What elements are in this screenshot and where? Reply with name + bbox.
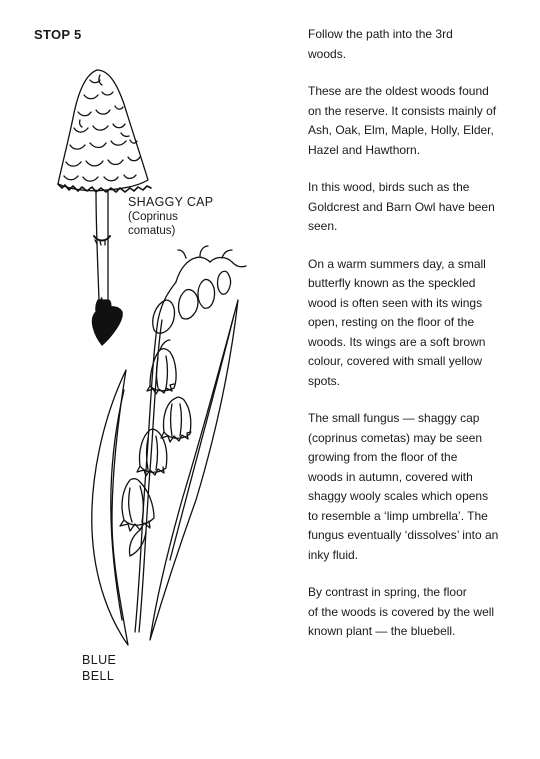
text-line: seen.	[308, 219, 338, 233]
shaggy-cap-title: SHAGGY CAP	[128, 195, 214, 209]
text-line: Ash, Oak, Elm, Maple, Holly, Elder,	[308, 123, 494, 137]
text-line: (coprinus cometas) may be seen	[308, 430, 483, 445]
paragraph-butterfly	[308, 255, 530, 392]
bluebell-plant-icon	[92, 246, 246, 645]
text-line: The small fungus — shaggy cap	[308, 411, 480, 425]
text-line: woods.	[308, 46, 347, 61]
text-line: woods in autumn, covered with	[308, 469, 473, 484]
text-line: known plant — the bluebell.	[308, 624, 456, 638]
text-line: colour, covered with small yellow	[308, 354, 483, 368]
text-line: shaggy wooly scales which opens	[308, 489, 489, 503]
text-line: growing from the floor of the	[308, 450, 458, 464]
paragraph-birds	[308, 178, 530, 237]
text-line: By contrast in spring, the floor	[308, 585, 467, 599]
text-line: Follow the path into the 3rd	[308, 27, 453, 41]
text-line: open, resting on the floor of the	[308, 315, 475, 329]
text-line: of the woods is covered by the well	[308, 604, 495, 619]
shaggy-cap-caption	[128, 195, 213, 238]
paragraph-path	[308, 25, 530, 64]
bluebell-caption-line-2: BELL	[82, 669, 115, 683]
paragraph-fungus	[308, 409, 530, 565]
text-line: butterfly known as the speckled	[308, 276, 476, 290]
paragraph-bluebell	[308, 583, 530, 642]
text-line: wood is often seen with its wings	[308, 295, 483, 310]
description-column	[308, 25, 530, 660]
text-line: On a warm summers day, a small	[308, 256, 486, 271]
shaggy-cap-latin-line-1: (Coprinus	[128, 211, 178, 223]
text-line: These are the oldest woods found	[308, 84, 489, 98]
text-line: fungus eventually ‘dissolves’ into an	[308, 528, 499, 542]
bluebell-caption	[82, 652, 116, 684]
text-line: Goldcrest and Barn Owl have been	[308, 199, 495, 214]
paragraph-oldest-woods	[308, 82, 530, 160]
text-line: Hazel and Hawthorn.	[308, 142, 421, 157]
text-line: In this wood, birds such as the	[308, 180, 470, 194]
text-line: to resemble a ‘limp umbrella’. The	[308, 508, 488, 523]
text-line: inky fluid.	[308, 547, 359, 562]
stop-title: STOP 5	[34, 27, 82, 42]
shaggy-cap-latin-line-2: comatus)	[128, 225, 176, 237]
bluebell-caption-line-1: BLUE	[82, 653, 117, 667]
text-line: woods. Its wings are a soft brown	[308, 334, 486, 349]
text-line: spots.	[308, 373, 341, 388]
text-line: on the reserve. It consists mainly of	[308, 103, 497, 118]
